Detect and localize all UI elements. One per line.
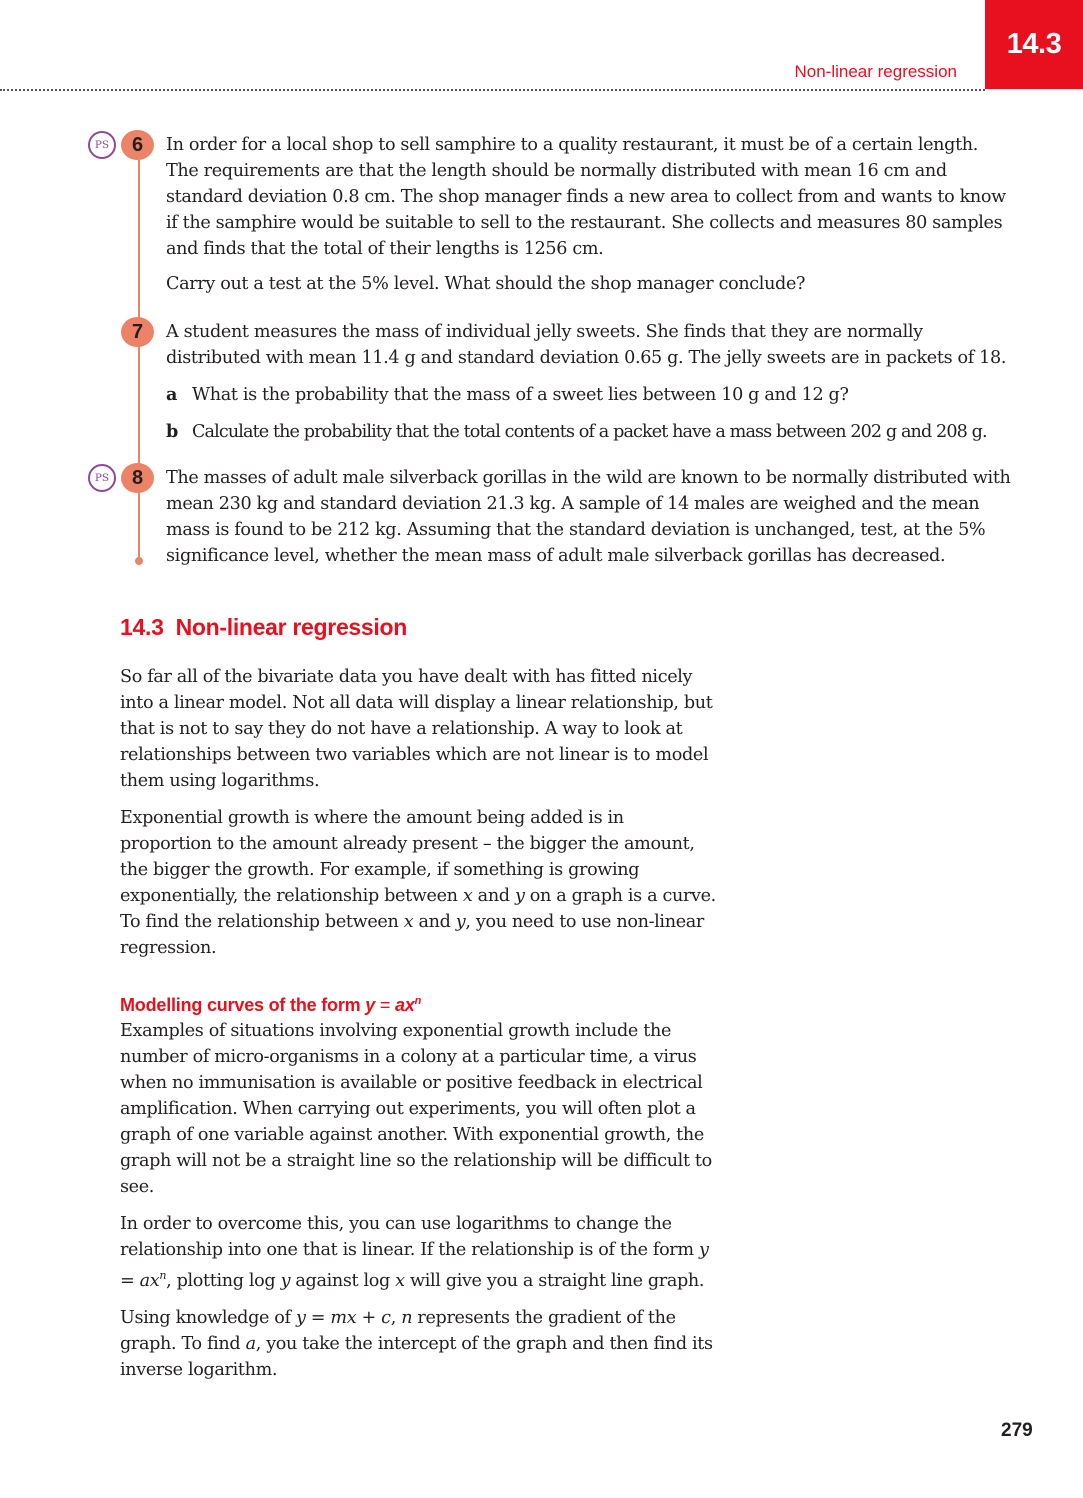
part-text: Calculate the probability that the total contents of a packet have a mass between 202 g and 208 g. (192, 422, 987, 442)
section-heading (120, 614, 407, 641)
question-number: 8 (121, 463, 154, 493)
section-body-modelling (120, 988, 720, 1383)
paragraph: Using knowledge of y = mx + c, n represents the gradient of the graph. To find a, you take the intercept of the graph and then find its inverse logarithm. (120, 1307, 713, 1380)
question-number: 7 (121, 317, 154, 347)
question-part-b (166, 419, 1011, 445)
header-divider (0, 89, 985, 91)
paragraph: In order to overcome this, you can use logarithms to change the relationship into one that is linear. If the relationship is of the form $y = ax^n$, plotting log y against log x will give you a straight line graph. (120, 1214, 709, 1291)
section-body-intro (120, 664, 720, 961)
problem-solving-icon: PS (88, 131, 116, 159)
paragraph: Examples of situations involving exponential growth include the number of micro-organisms in a colony at a particular time, a virus when no immunisation is available or positive feedback in electrical amplification. When carrying out experiments, you will often plot a graph of one variable against another. With exponential growth, the graph will not be a straight line so the relationship will be difficult to see. (120, 1021, 712, 1197)
question-text: A student measures the mass of individual jelly sweets. She finds that they are normally distributed with mean 11.4 g and standard deviation 0.65 g. The jelly sweets are in packets of 18. (166, 322, 1007, 368)
question-8 (166, 465, 1011, 569)
exercise-margin-line (138, 160, 140, 560)
part-label: a (166, 384, 178, 405)
exercise-end-dot (135, 557, 143, 565)
section-tab: 14.3 (985, 0, 1083, 89)
part-label: b (166, 421, 178, 442)
question-part-a (166, 382, 1011, 408)
question-6 (166, 132, 1011, 297)
question-text: The masses of adult male silverback gorillas in the wild are known to be normally distributed with mean 230 kg and standard deviation 21.3 kg. A sample of 14 males are weighed and the mean mass is found to be 212 kg. Assuming that the standard deviation is unchanged, test, at the 5% significance level, whether the mean mass of adult male silverback gorillas has decreased. (166, 468, 1011, 566)
section-number: 14.3 (120, 614, 164, 640)
question-7 (166, 319, 1011, 445)
problem-solving-icon: PS (88, 464, 116, 492)
paragraph: So far all of the bivariate data you have dealt with has fitted nicely into a linear model. Not all data will display a linear relationship, but that is not to say they do not have a relationship. A way to look at relationships between two variables which are not linear is to model them using logarithms. (120, 667, 713, 791)
paragraph: Exponential growth is where the amount being added is in proportion to the amount already present – the bigger the amount, the bigger the growth. For example, if something is growing exponentially, the relationship between x and y on a graph is a curve. To find the relationship between x and y, you need to use non-linear regression. (120, 808, 716, 958)
question-text: In order for a local shop to sell samphire to a quality restaurant, it must be of a certain length. The requirements are that the length should be normally distributed with mean 16 cm and standard deviation 0.8 cm. The shop manager finds a new area to collect from and wants to know if the samphire would be suitable to sell to the restaurant. She collects and measures 80 samples and finds that the total of their lengths is 1256 cm. (166, 135, 1006, 259)
section-title: Non-linear regression (175, 614, 408, 640)
running-head: Non-linear regression (794, 62, 957, 81)
question-text-continued: Carry out a test at the 5% level. What should the shop manager conclude? (166, 274, 806, 294)
page-number: 279 (1001, 1420, 1033, 1441)
part-text: What is the probability that the mass of a sweet lies between 10 g and 12 g? (192, 385, 849, 405)
subheading: Modelling curves of the form $y = ax^n$ (120, 995, 422, 1015)
question-number: 6 (121, 130, 154, 160)
